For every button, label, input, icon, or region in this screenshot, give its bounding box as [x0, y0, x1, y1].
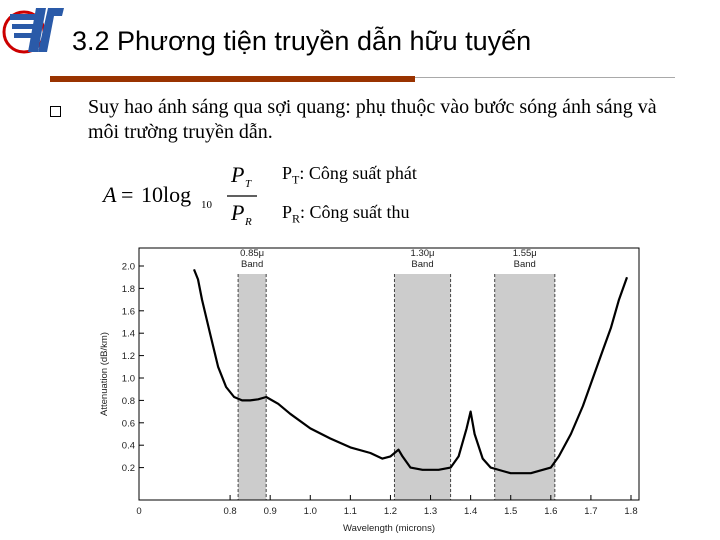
x-tick-label: 1.8 — [624, 506, 638, 517]
band-label: 0.85μ — [240, 248, 265, 259]
x-tick-label: 1.0 — [303, 506, 317, 517]
x-tick-label: 1.1 — [343, 506, 357, 517]
y-tick-label: 1.2 — [121, 351, 135, 363]
wavelength-band — [394, 274, 450, 500]
y-tick-label: 0.2 — [121, 463, 135, 475]
wavelength-band — [238, 274, 266, 500]
formula-base: 10 — [201, 199, 212, 211]
pt-definition — [282, 163, 417, 188]
y-tick-label: 1.4 — [121, 328, 135, 340]
wavelength-band — [495, 274, 555, 500]
pt-sub: T — [292, 172, 300, 187]
institution-logo-icon — [2, 2, 66, 58]
pr-definition — [282, 202, 410, 227]
formula-coef: 10 — [141, 182, 163, 207]
y-tick-label: 1.6 — [121, 306, 135, 318]
band-label: Band — [513, 259, 536, 270]
band-label: 1.55μ — [512, 248, 537, 259]
formula-equals: = — [121, 182, 134, 207]
pr-desc: : Công suất thu — [300, 202, 410, 222]
pr-label: P — [282, 202, 293, 222]
x-tick-label: 0.8 — [223, 506, 237, 517]
band-label: 1.30μ — [410, 248, 435, 259]
bullet-text: Suy hao ánh sáng qua sợi quang: phụ thuộc vào bước sóng ánh sáng và môi trường truyền dẫn. — [88, 96, 657, 143]
attenuation-chart — [93, 242, 645, 538]
formula-lhs: A — [103, 182, 117, 207]
y-tick-label: 2.0 — [121, 261, 135, 273]
formula-num: P — [231, 162, 245, 187]
x-tick-label: 0.9 — [263, 506, 277, 517]
band-label: Band — [241, 259, 264, 270]
formula-log: log — [163, 182, 192, 207]
x-tick-label: 1.3 — [423, 506, 438, 517]
y-axis-label: Attenuation (dB/km) — [99, 332, 110, 416]
pt-desc: : Công suất phát — [299, 163, 417, 183]
y-tick-label: 0.4 — [121, 440, 135, 452]
formula-num-sub: T — [245, 178, 252, 190]
bullet-square-icon — [50, 106, 61, 117]
x-tick-label: 1.5 — [504, 506, 518, 517]
pr-sub: R — [292, 211, 301, 226]
plot-frame — [139, 248, 639, 500]
x-axis-label: Wavelength (microns) — [342, 523, 436, 534]
x-tick-label: 0 — [136, 506, 142, 517]
y-tick-label: 0.8 — [121, 395, 135, 407]
pt-label: P — [282, 163, 293, 183]
title-rule-thin — [415, 77, 675, 78]
y-tick-label: 0.6 — [121, 418, 135, 430]
attenuation-formula — [97, 156, 262, 236]
y-tick-label: 1.0 — [121, 373, 135, 385]
y-tick-label: 1.8 — [121, 283, 135, 295]
formula-den: P — [231, 200, 245, 225]
formula-den-sub: R — [245, 216, 252, 228]
x-tick-label: 1.4 — [464, 506, 478, 517]
x-tick-label: 1.7 — [584, 506, 598, 517]
x-tick-label: 1.6 — [544, 506, 558, 517]
title-rule — [50, 76, 415, 82]
x-tick-label: 1.2 — [383, 506, 398, 517]
slide-title: 3.2 Phương tiện truyền dẫn hữu tuyến — [72, 26, 532, 56]
band-label: Band — [411, 259, 434, 270]
